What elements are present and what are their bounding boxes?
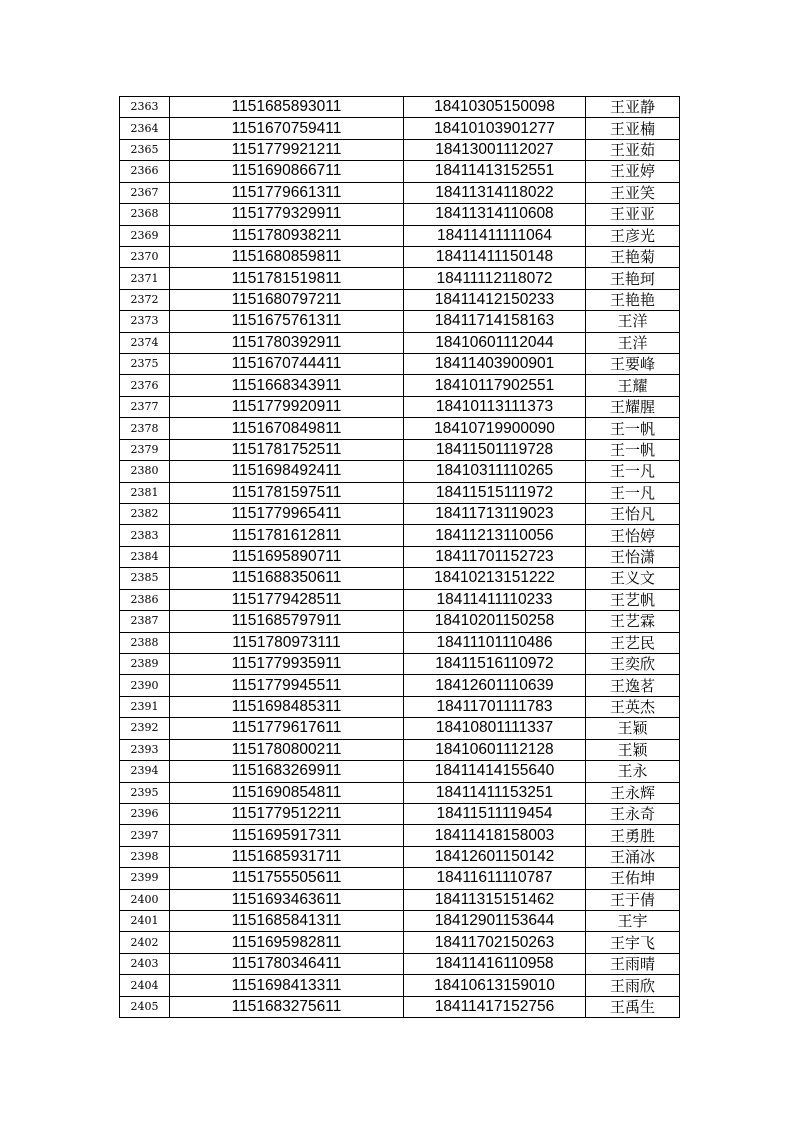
table-row <box>120 268 680 289</box>
table-row <box>120 611 680 632</box>
student-name-cell: 王于倩 <box>586 889 680 910</box>
candidate-id-cell: 1151685797911 <box>170 611 404 632</box>
candidate-id-cell: 1151755505611 <box>170 868 404 889</box>
candidate-id-cell: 1151779965411 <box>170 504 404 525</box>
student-name-cell: 王亚笑 <box>586 182 680 203</box>
candidate-id-cell: 1151780800211 <box>170 739 404 760</box>
table-row <box>120 675 680 696</box>
exam-number-cell: 18411416110958 <box>404 953 586 974</box>
table-row <box>120 761 680 782</box>
exam-number-cell: 18411713119023 <box>404 504 586 525</box>
candidate-id-cell: 1151781519811 <box>170 268 404 289</box>
row-number-cell: 2392 <box>120 718 170 739</box>
row-number-cell: 2368 <box>120 204 170 225</box>
table-row <box>120 225 680 246</box>
exam-number-cell: 18411403900901 <box>404 354 586 375</box>
candidate-id-cell: 1151670744411 <box>170 354 404 375</box>
student-name-cell: 王雨晴 <box>586 953 680 974</box>
table-row <box>120 332 680 353</box>
exam-number-cell: 18410801111337 <box>404 718 586 739</box>
exam-number-cell: 18411314118022 <box>404 182 586 203</box>
table-row <box>120 546 680 567</box>
table-row <box>120 354 680 375</box>
candidate-id-cell: 1151779935911 <box>170 653 404 674</box>
table-row <box>120 846 680 867</box>
row-number-cell: 2389 <box>120 653 170 674</box>
table-row <box>120 589 680 610</box>
row-number-cell: 2398 <box>120 846 170 867</box>
candidate-id-cell: 1151781752511 <box>170 439 404 460</box>
student-name-cell: 王艺霖 <box>586 611 680 632</box>
student-name-cell: 王勇胜 <box>586 825 680 846</box>
exam-number-cell: 18412901153644 <box>404 911 586 932</box>
row-number-cell: 2393 <box>120 739 170 760</box>
table-row <box>120 953 680 974</box>
table-row <box>120 932 680 953</box>
exam-number-cell: 18410601112128 <box>404 739 586 760</box>
table-row <box>120 182 680 203</box>
candidate-id-cell: 1151779945511 <box>170 675 404 696</box>
student-name-cell: 王一凡 <box>586 482 680 503</box>
row-number-cell: 2397 <box>120 825 170 846</box>
row-number-cell: 2395 <box>120 782 170 803</box>
candidate-id-cell: 1151683275611 <box>170 996 404 1017</box>
row-number-cell: 2376 <box>120 375 170 396</box>
candidate-id-cell: 1151695982811 <box>170 932 404 953</box>
exam-number-cell: 18411511119454 <box>404 803 586 824</box>
table-row <box>120 118 680 139</box>
exam-number-cell: 18411411153251 <box>404 782 586 803</box>
candidate-id-cell: 1151780346411 <box>170 953 404 974</box>
exam-number-cell: 18411413152551 <box>404 161 586 182</box>
row-number-cell: 2396 <box>120 803 170 824</box>
table-row <box>120 97 680 118</box>
row-number-cell: 2386 <box>120 589 170 610</box>
exam-number-cell: 18411112118072 <box>404 268 586 289</box>
candidate-id-cell: 1151698413311 <box>170 975 404 996</box>
student-name-cell: 王义文 <box>586 568 680 589</box>
candidate-id-cell: 1151780973111 <box>170 632 404 653</box>
student-name-cell: 王佑坤 <box>586 868 680 889</box>
table-row <box>120 803 680 824</box>
candidate-id-cell: 1151781597511 <box>170 482 404 503</box>
student-name-cell: 王艳珂 <box>586 268 680 289</box>
table-row <box>120 396 680 417</box>
exam-number-cell: 18410201150258 <box>404 611 586 632</box>
exam-number-cell: 18411101110486 <box>404 632 586 653</box>
exam-number-cell: 18411516110972 <box>404 653 586 674</box>
exam-number-cell: 18411411111064 <box>404 225 586 246</box>
student-name-cell: 王耀腥 <box>586 396 680 417</box>
row-number-cell: 2370 <box>120 246 170 267</box>
exam-number-cell: 18411501119728 <box>404 439 586 460</box>
row-number-cell: 2374 <box>120 332 170 353</box>
exam-number-cell: 18410103901277 <box>404 118 586 139</box>
row-number-cell: 2387 <box>120 611 170 632</box>
row-number-cell: 2377 <box>120 396 170 417</box>
candidate-id-cell: 1151781612811 <box>170 525 404 546</box>
row-number-cell: 2399 <box>120 868 170 889</box>
table-row <box>120 525 680 546</box>
student-name-cell: 王颖 <box>586 718 680 739</box>
student-name-cell: 王禹生 <box>586 996 680 1017</box>
exam-number-cell: 18411411110233 <box>404 589 586 610</box>
table-row <box>120 739 680 760</box>
row-number-cell: 2363 <box>120 97 170 118</box>
roster-sheet <box>119 96 680 1018</box>
student-name-cell: 王彦光 <box>586 225 680 246</box>
row-number-cell: 2375 <box>120 354 170 375</box>
student-name-cell: 王涌冰 <box>586 846 680 867</box>
row-number-cell: 2379 <box>120 439 170 460</box>
student-name-cell: 王耀 <box>586 375 680 396</box>
table-row <box>120 696 680 717</box>
candidate-id-cell: 1151780938211 <box>170 225 404 246</box>
candidate-id-cell: 1151779428511 <box>170 589 404 610</box>
candidate-id-cell: 1151670759411 <box>170 118 404 139</box>
candidate-id-cell: 1151779617611 <box>170 718 404 739</box>
table-row <box>120 782 680 803</box>
row-number-cell: 2391 <box>120 696 170 717</box>
row-number-cell: 2401 <box>120 911 170 932</box>
candidate-id-cell: 1151779661311 <box>170 182 404 203</box>
candidate-id-cell: 1151683269911 <box>170 761 404 782</box>
exam-number-cell: 18411213110056 <box>404 525 586 546</box>
table-row <box>120 975 680 996</box>
student-name-cell: 王艳艳 <box>586 289 680 310</box>
table-row <box>120 504 680 525</box>
row-number-cell: 2382 <box>120 504 170 525</box>
student-name-cell: 王一帆 <box>586 418 680 439</box>
table-row <box>120 482 680 503</box>
row-number-cell: 2369 <box>120 225 170 246</box>
exam-number-cell: 18411414155640 <box>404 761 586 782</box>
row-number-cell: 2380 <box>120 461 170 482</box>
student-name-cell: 王怡凡 <box>586 504 680 525</box>
exam-number-cell: 18410113111373 <box>404 396 586 417</box>
student-name-cell: 王亚亚 <box>586 204 680 225</box>
candidate-id-cell: 1151779920911 <box>170 396 404 417</box>
table-row <box>120 161 680 182</box>
row-number-cell: 2364 <box>120 118 170 139</box>
table-row <box>120 375 680 396</box>
candidate-id-cell: 1151695890711 <box>170 546 404 567</box>
table-row <box>120 418 680 439</box>
row-number-cell: 2388 <box>120 632 170 653</box>
table-row <box>120 653 680 674</box>
student-name-cell: 王颖 <box>586 739 680 760</box>
student-name-cell: 王洋 <box>586 311 680 332</box>
student-name-cell: 王亚静 <box>586 97 680 118</box>
roster-table-body <box>120 97 680 1018</box>
row-number-cell: 2390 <box>120 675 170 696</box>
table-row <box>120 825 680 846</box>
table-row <box>120 246 680 267</box>
student-name-cell: 王宇飞 <box>586 932 680 953</box>
row-number-cell: 2378 <box>120 418 170 439</box>
row-number-cell: 2365 <box>120 139 170 160</box>
row-number-cell: 2405 <box>120 996 170 1017</box>
exam-number-cell: 18413001112027 <box>404 139 586 160</box>
exam-number-cell: 18411412150233 <box>404 289 586 310</box>
row-number-cell: 2381 <box>120 482 170 503</box>
exam-number-cell: 18411411150148 <box>404 246 586 267</box>
candidate-id-cell: 1151779512211 <box>170 803 404 824</box>
student-name-cell: 王艳菊 <box>586 246 680 267</box>
candidate-id-cell: 1151693463611 <box>170 889 404 910</box>
table-row <box>120 868 680 889</box>
candidate-id-cell: 1151688350611 <box>170 568 404 589</box>
exam-number-cell: 18411701111783 <box>404 696 586 717</box>
table-row <box>120 911 680 932</box>
row-number-cell: 2366 <box>120 161 170 182</box>
candidate-id-cell: 1151698485311 <box>170 696 404 717</box>
student-name-cell: 王亚婷 <box>586 161 680 182</box>
exam-number-cell: 18411418158003 <box>404 825 586 846</box>
row-number-cell: 2383 <box>120 525 170 546</box>
table-row <box>120 311 680 332</box>
candidate-id-cell: 1151690854811 <box>170 782 404 803</box>
table-row <box>120 996 680 1017</box>
student-name-cell: 王永辉 <box>586 782 680 803</box>
table-row <box>120 204 680 225</box>
exam-number-cell: 18411714158163 <box>404 311 586 332</box>
student-name-cell: 王亚楠 <box>586 118 680 139</box>
student-name-cell: 王要峰 <box>586 354 680 375</box>
row-number-cell: 2394 <box>120 761 170 782</box>
student-name-cell: 王怡婷 <box>586 525 680 546</box>
table-row <box>120 568 680 589</box>
row-number-cell: 2373 <box>120 311 170 332</box>
student-name-cell: 王宇 <box>586 911 680 932</box>
table-row <box>120 718 680 739</box>
exam-number-cell: 18411515111972 <box>404 482 586 503</box>
exam-number-cell: 18411314110608 <box>404 204 586 225</box>
exam-number-cell: 18410117902551 <box>404 375 586 396</box>
candidate-id-cell: 1151680797211 <box>170 289 404 310</box>
candidate-id-cell: 1151685893011 <box>170 97 404 118</box>
candidate-id-cell: 1151668343911 <box>170 375 404 396</box>
table-row <box>120 289 680 310</box>
exam-number-cell: 18410311110265 <box>404 461 586 482</box>
row-number-cell: 2404 <box>120 975 170 996</box>
candidate-id-cell: 1151695917311 <box>170 825 404 846</box>
candidate-id-cell: 1151698492411 <box>170 461 404 482</box>
exam-number-cell: 18410613159010 <box>404 975 586 996</box>
student-name-cell: 王英杰 <box>586 696 680 717</box>
student-name-cell: 王永 <box>586 761 680 782</box>
row-number-cell: 2372 <box>120 289 170 310</box>
table-row <box>120 632 680 653</box>
student-name-cell: 王一帆 <box>586 439 680 460</box>
table-row <box>120 439 680 460</box>
student-name-cell: 王艺帆 <box>586 589 680 610</box>
candidate-id-cell: 1151680859811 <box>170 246 404 267</box>
candidate-id-cell: 1151670849811 <box>170 418 404 439</box>
exam-number-cell: 18411701152723 <box>404 546 586 567</box>
row-number-cell: 2403 <box>120 953 170 974</box>
student-name-cell: 王雨欣 <box>586 975 680 996</box>
exam-number-cell: 18410213151222 <box>404 568 586 589</box>
student-name-cell: 王洋 <box>586 332 680 353</box>
student-name-cell: 王一凡 <box>586 461 680 482</box>
candidate-id-cell: 1151779329911 <box>170 204 404 225</box>
exam-number-cell: 18410601112044 <box>404 332 586 353</box>
row-number-cell: 2371 <box>120 268 170 289</box>
exam-number-cell: 18411611110787 <box>404 868 586 889</box>
student-name-cell: 王亚茹 <box>586 139 680 160</box>
roster-table <box>119 96 680 1018</box>
row-number-cell: 2400 <box>120 889 170 910</box>
exam-number-cell: 18412601150142 <box>404 846 586 867</box>
student-name-cell: 王艺民 <box>586 632 680 653</box>
row-number-cell: 2385 <box>120 568 170 589</box>
student-name-cell: 王逸茗 <box>586 675 680 696</box>
table-row <box>120 889 680 910</box>
row-number-cell: 2402 <box>120 932 170 953</box>
exam-number-cell: 18411315151462 <box>404 889 586 910</box>
candidate-id-cell: 1151779921211 <box>170 139 404 160</box>
candidate-id-cell: 1151690866711 <box>170 161 404 182</box>
candidate-id-cell: 1151685841311 <box>170 911 404 932</box>
candidate-id-cell: 1151685931711 <box>170 846 404 867</box>
exam-number-cell: 18411417152756 <box>404 996 586 1017</box>
exam-number-cell: 18411702150263 <box>404 932 586 953</box>
table-row <box>120 139 680 160</box>
row-number-cell: 2367 <box>120 182 170 203</box>
table-row <box>120 461 680 482</box>
student-name-cell: 王怡潇 <box>586 546 680 567</box>
exam-number-cell: 18410305150098 <box>404 97 586 118</box>
exam-number-cell: 18412601110639 <box>404 675 586 696</box>
student-name-cell: 王永奇 <box>586 803 680 824</box>
candidate-id-cell: 1151780392911 <box>170 332 404 353</box>
exam-number-cell: 18410719900090 <box>404 418 586 439</box>
student-name-cell: 王奕欣 <box>586 653 680 674</box>
candidate-id-cell: 1151675761311 <box>170 311 404 332</box>
row-number-cell: 2384 <box>120 546 170 567</box>
